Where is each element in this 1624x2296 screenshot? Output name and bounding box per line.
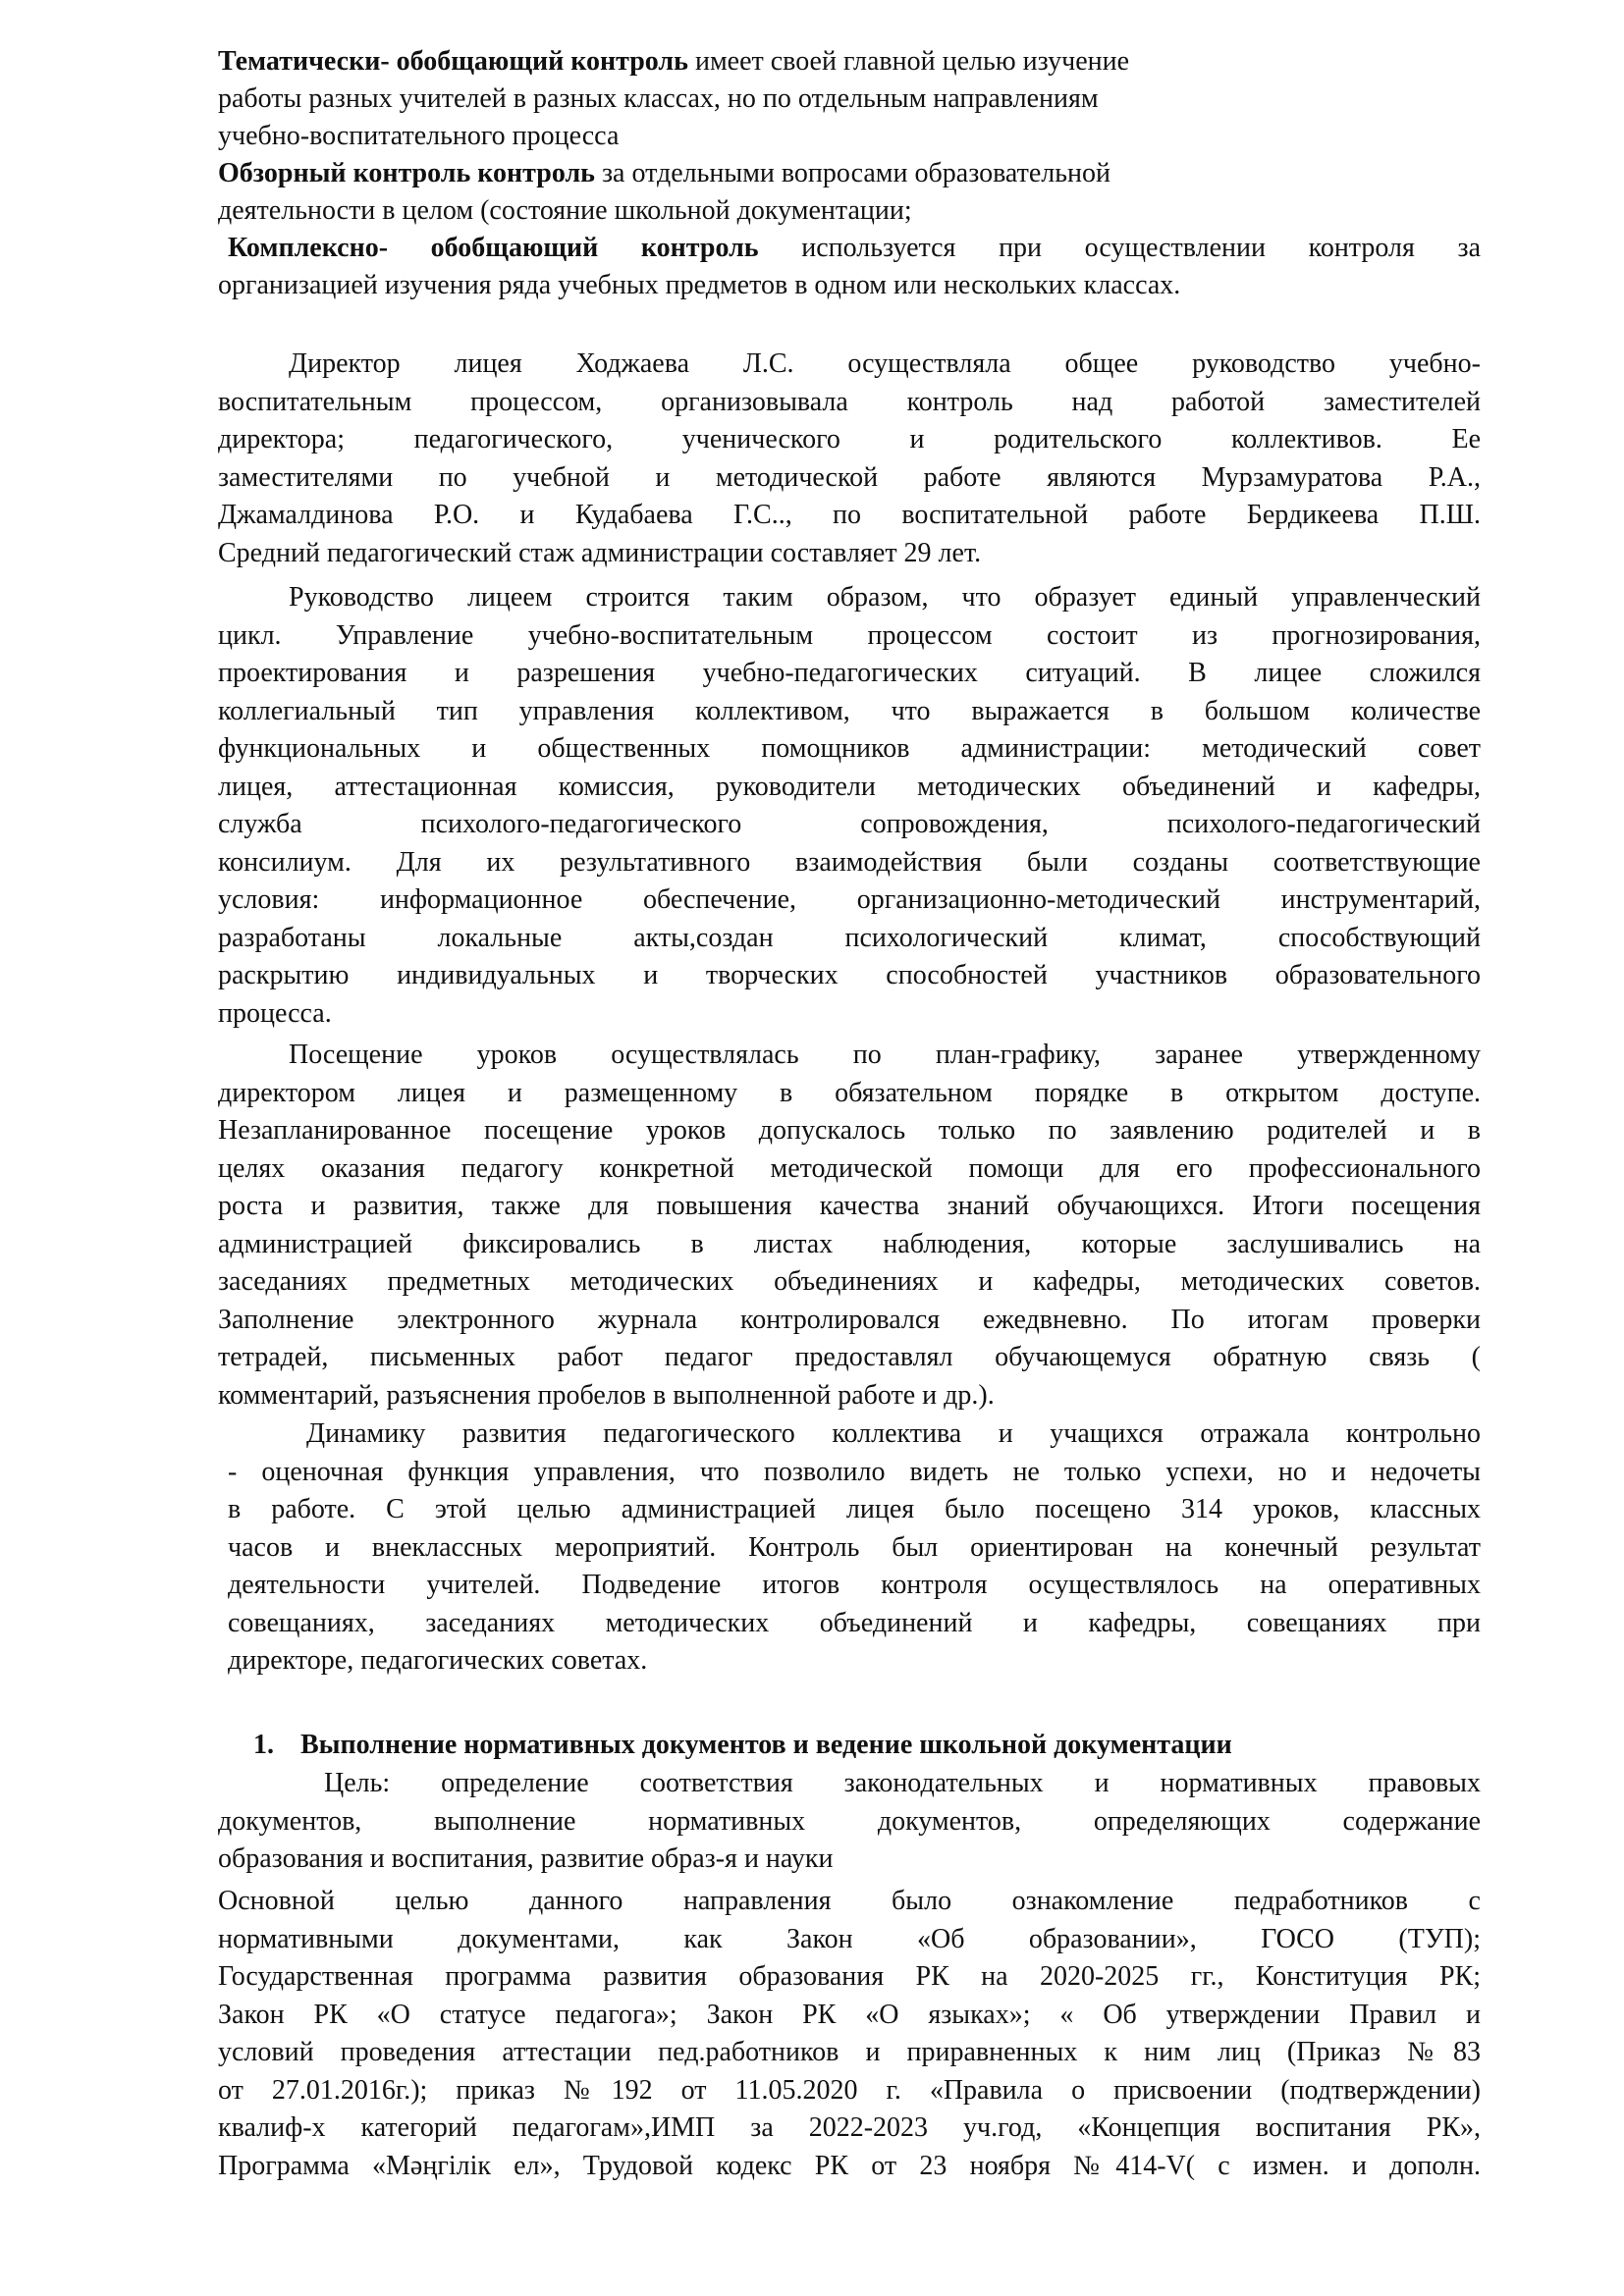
main-line: Основной целью данного направления было ознакомление педработников с <box>218 1886 1481 1916</box>
dynamics-line: в работе. С этой целью администрацией лицея было посещено 314 уроков, классных <box>228 1494 1481 1524</box>
dynamics-line: деятельности учителей. Подведение итогов контроля осуществлялось на оперативных <box>228 1570 1481 1600</box>
main-line: нормативными документами, как Закон «Об образовании», ГОСО (ТУП); <box>218 1923 1481 1954</box>
management-line: цикл. Управление учебно-воспитательным процессом состоит из прогнозирования, <box>218 619 1481 651</box>
goal-line: Цель: определение соответствия законодательных и нормативных правовых <box>324 1768 1481 1798</box>
visits-line: роста и развития, также для повышения качества знаний обучающихся. Итоги посещения <box>218 1191 1481 1221</box>
dynamics-line: Динамику развития педагогического коллектива и учащихся отражала контрольно <box>306 1418 1481 1449</box>
review-control-term: Обзорный контроль контроль <box>218 158 595 188</box>
management-line: функциональных и общественных помощников администрации: методический совет <box>218 733 1481 764</box>
visits-line: комментарий, разъяснения пробелов в выполненной работе и др.). <box>218 1379 995 1411</box>
section-1-number: 1. <box>253 1730 274 1760</box>
complex-control-line-2: организацией изучения ряда учебных предметов в одном или нескольких классах. <box>218 270 1181 300</box>
management-line: раскрытию индивидуальных и творческих способностей участников образовательного <box>218 960 1481 990</box>
goal-line: образования и воспитания, развитие образ-я и науки <box>218 1843 834 1874</box>
visits-line: заседаниях предметных методических объединениях и кафедры, методических советов. <box>218 1266 1481 1297</box>
thematic-control-term: Тематически- обобщающий контроль <box>218 46 688 77</box>
main-line: от 27.01.2016г.); приказ №192 от 11.05.2020 г. «Правила о присвоении (подтверждении) <box>218 2074 1481 2106</box>
director-line: воспитательным процессом, организовывала контроль над работой заместителей <box>218 386 1481 417</box>
complex-control-text: используется при осуществлении контроля за <box>758 233 1481 263</box>
main-line: Программа «Мәңгілік ел», Трудовой кодекс РК от 23 ноября №414-V( с измен. и дополн. <box>218 2150 1481 2181</box>
management-line: условия: информационное обеспечение, организационно-методический инструментарий, <box>218 884 1481 915</box>
management-line: лицея, аттестационная комиссия, руководители методических объединений и кафедры, <box>218 771 1481 802</box>
visits-line: тетрадей, письменных работ педагог предоставлял обучающемуся обратную связь ( <box>218 1342 1481 1372</box>
thematic-control-line-2: работы разных учителей в разных классах, но по отдельным направлениям <box>218 83 1099 114</box>
thematic-control-line-3: учебно-воспитательного процесса <box>218 121 620 151</box>
director-line: директора; педагогического, ученического и родительского коллективов. Ее <box>218 424 1481 454</box>
thematic-control-line-1 <box>218 45 1481 79</box>
management-line: служба психолого-педагогического сопровождения, психолого-педагогический <box>218 809 1481 839</box>
management-line: разработаны локальные акты,создан психологический климат, способствующий <box>218 922 1481 953</box>
dynamics-line: директоре, педагогических советах. <box>228 1645 648 1676</box>
dynamics-line: - оценочная функция управления, что позволило видеть не только успехи, но и недочеты <box>228 1456 1481 1487</box>
director-line: Директор лицея Ходжаева Л.С. осуществляла общее руководство учебно- <box>289 348 1481 379</box>
visits-line: целях оказания педагогу конкретной методической помощи для его профессионального <box>218 1152 1481 1184</box>
visits-line: администрацией фиксировались в листах наблюдения, которые заслушивались на <box>218 1228 1481 1259</box>
dynamics-line: часов и внеклассных мероприятий. Контроль был ориентирован на конечный результат <box>228 1531 1481 1563</box>
visits-line: Заполнение электронного журнала контролировался ежедвневно. По итогам проверки <box>218 1304 1481 1335</box>
section-1-title: Выполнение нормативных документов и ведение школьной документации <box>300 1730 1232 1760</box>
section-1-heading <box>253 1729 1481 1762</box>
thematic-control-text: имеет своей главной целью изучение <box>687 46 1130 77</box>
director-line: заместителями по учебной и методической работе являются Мурзамуратова Р.А., <box>218 461 1481 493</box>
main-line: условий проведения аттестации пед.работников и приравненных к ним лиц (Приказ №83 <box>218 2037 1481 2067</box>
visits-line: Посещение уроков осуществлялась по план-графику, заранее утвержденному <box>289 1040 1481 1070</box>
main-line: Закон РК «О статусе педагога»; Закон РК «О языках»; « Об утверждении Правил и <box>218 1999 1481 2030</box>
goal-line: документов, выполнение нормативных документов, определяющих содержание <box>218 1805 1481 1837</box>
visits-line: директором лицея и размещенному в обязательном порядке в открытом доступе. <box>218 1077 1481 1108</box>
main-line: квалиф-х категорий педагогам»,ИМП за 2022-2023 уч.год, «Концепция воспитания РК», <box>218 2112 1481 2143</box>
management-line: Руководство лицеем строится таким образом, что образует единый управленческий <box>289 582 1481 613</box>
management-line: коллегиальный тип управления коллективом, что выражается в большом количестве <box>218 695 1481 726</box>
complex-control-term: Комплексно- обобщающий контроль <box>228 233 759 263</box>
dynamics-line: совещаниях, заседаниях методических объединений и кафедры, совещаниях при <box>228 1607 1481 1638</box>
management-line: консилиум. Для их результативного взаимодействия были созданы соответствующие <box>218 846 1481 878</box>
director-line: Средний педагогический стаж администрации составляет 29 лет. <box>218 537 982 568</box>
complex-control-line-1 <box>218 232 1481 265</box>
review-control-line-2: деятельности в целом (состояние школьной документации; <box>218 195 912 226</box>
management-line: проектирования и разрешения учебно-педагогических ситуаций. В лицее сложился <box>218 658 1481 688</box>
review-control-line-1 <box>218 157 1481 190</box>
main-line: Государственная программа развития образования РК на 2020-2025 гг., Конституция РК; <box>218 1961 1481 1992</box>
review-control-text: за отдельными вопросами образовательной <box>595 158 1111 188</box>
management-line: процесса. <box>218 997 332 1029</box>
visits-line: Незапланированное посещение уроков допускалось только по заявлению родителей и в <box>218 1115 1481 1146</box>
director-line: Джамалдинова Р.О. и Кудабаева Г.С.., по воспитательной работе Бердикеева П.Ш. <box>218 500 1481 530</box>
